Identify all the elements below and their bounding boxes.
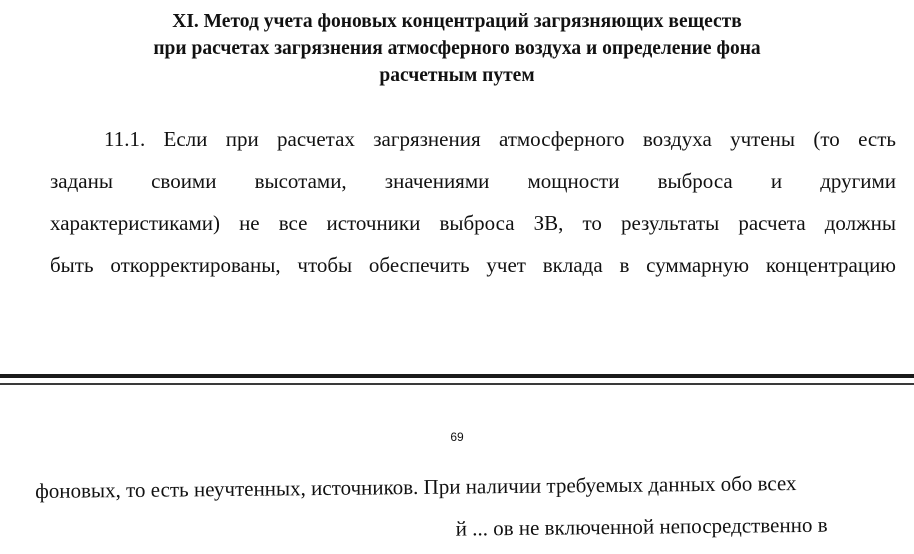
page-break-rule bbox=[0, 374, 914, 378]
paragraph-line: фоновых, то есть неучтенных, источников. При наличии требуемых данных обо всех bbox=[35, 471, 797, 503]
paragraph-line: характеристиками) не все источники выброса ЗВ, то результаты расчета должны bbox=[50, 211, 896, 235]
page-break-rule-thin bbox=[0, 383, 914, 385]
heading-line-3: расчетным путем bbox=[379, 65, 535, 86]
paragraph-line: быть откорректированы, чтобы обеспечить учет вклада в суммарную концентрацию bbox=[50, 253, 896, 277]
paragraph-line-partial: й ... ов не включенной непосредственно в bbox=[455, 512, 828, 541]
heading-line-2: при расчетах загрязнения атмосферного воздуха и определение фона bbox=[153, 38, 761, 59]
paragraph-line: заданы своими высотами, значениями мощности выброса и другими bbox=[50, 169, 896, 193]
paragraph-11-1 bbox=[50, 118, 896, 286]
paragraph-line: 11.1. Если при расчетах загрязнения атмосферного воздуха учтены (то есть bbox=[104, 127, 896, 151]
heading-line-1: XI. Метод учета фоновых концентраций загрязняющих веществ bbox=[172, 11, 742, 32]
paragraph-continuation bbox=[35, 461, 876, 554]
section-heading bbox=[0, 8, 914, 89]
page-number: 69 bbox=[450, 430, 464, 444]
